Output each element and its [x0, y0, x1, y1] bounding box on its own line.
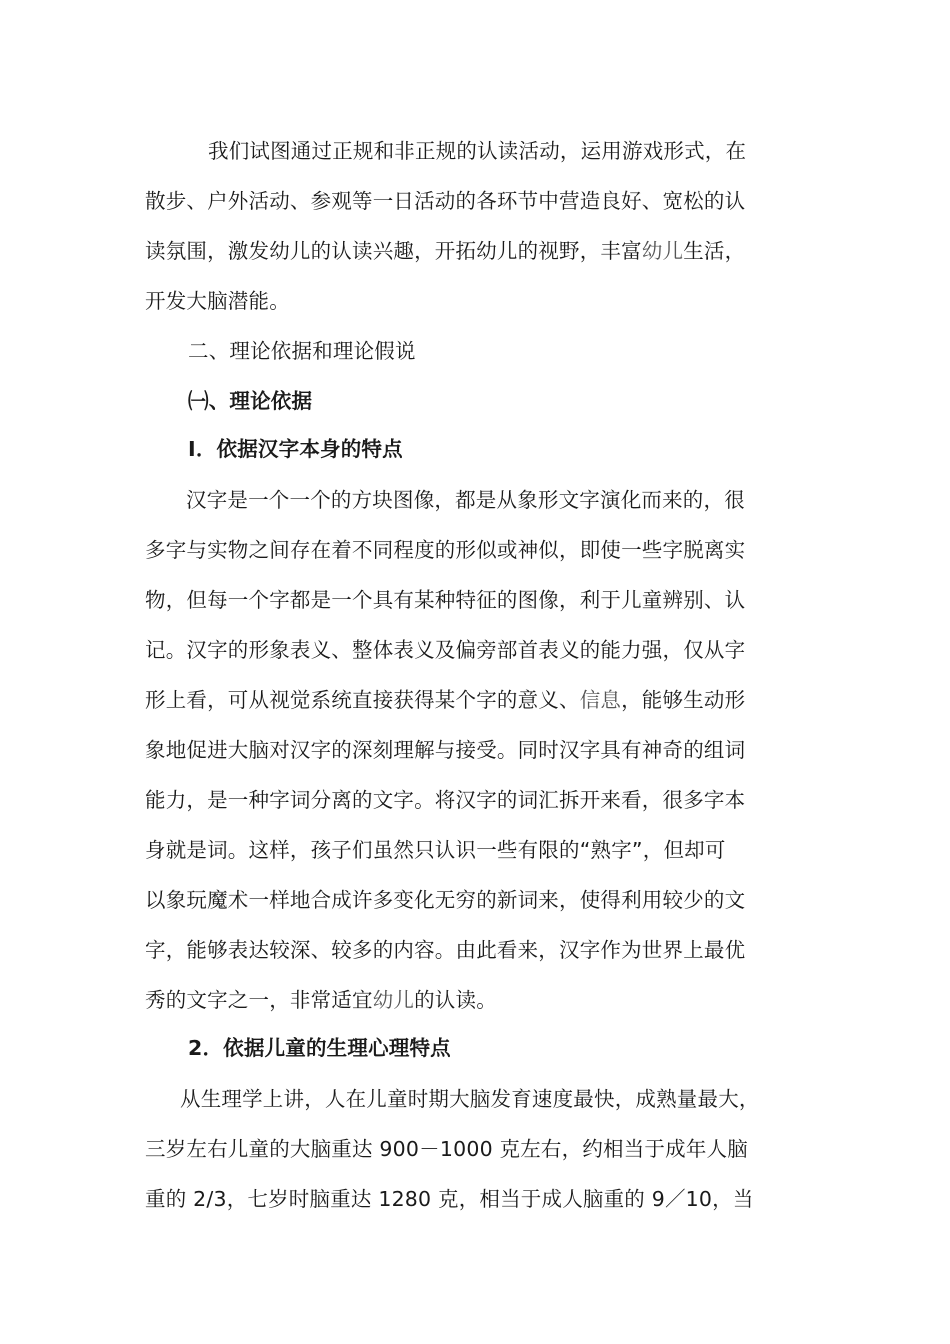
text-span: 秀的文字之一，非常适宜	[145, 988, 373, 1012]
text-span: ，能够生动形	[621, 688, 746, 712]
text-span: 信息	[579, 688, 622, 712]
point-heading: 2．依据儿童的生理心理特点	[188, 1036, 451, 1060]
point-heading: I．依据汉字本身的特点	[188, 437, 403, 461]
text-span: 生活，	[683, 239, 746, 263]
text-span: 形上看，可从视觉系统直接获得某个字的意义、	[145, 688, 580, 712]
body-line: 物，但每一个字都是一个具有某种特征的图像，利于儿童辨别、认	[145, 588, 746, 612]
subsection-heading: ㈠、理论依据	[188, 389, 313, 413]
body-line: 能力，是一种字词分离的文字。将汉字的词汇拆开来看，很多字本	[145, 788, 746, 812]
body-line: 身就是词。这样，孩子们虽然只认识一些有限的“熟字”，但却可	[145, 838, 726, 862]
body-line: 记。汉字的形象表义、整体表义及偏旁部首表义的能力强，仅从字	[145, 638, 746, 662]
body-line: 重的 2/3，七岁时脑重达 1280 克，相当于成人脑重的 9／10，当	[145, 1187, 754, 1211]
intro-line: 我们试图通过正规和非正规的认读活动，运用游戏形式，在	[208, 139, 747, 163]
text-span: 读氛围，激发幼儿的认读兴趣，开拓幼儿的视野，丰富	[145, 239, 642, 263]
body-line: 三岁左右儿童的大脑重达 900－1000 克左右，约相当于成年人脑	[145, 1137, 748, 1161]
section-heading: 二、理论依据和理论假说	[188, 339, 416, 363]
body-line: 以象玩魔术一样地合成许多变化无穷的新词来，使得利用较少的文	[145, 888, 746, 912]
intro-line: 散步、户外活动、参观等一日活动的各环节中营造良好、宽松的认	[145, 189, 746, 213]
body-line	[145, 985, 825, 1015]
body-line: 汉字是一个一个的方块图像，都是从象形文字演化而来的，很	[186, 488, 745, 512]
text-span: 幼儿	[641, 239, 684, 263]
body-line: 从生理学上讲，人在儿童时期大脑发育速度最快，成熟量最大，	[180, 1087, 760, 1111]
body-line: 象地促进大脑对汉字的深刻理解与接受。同时汉字具有神奇的组词	[145, 738, 746, 762]
body-line: 字，能够表达较深、较多的内容。由此看来，汉字作为世界上最优	[145, 938, 746, 962]
body-line: 多字与实物之间存在着不同程度的形似或神似，即使一些字脱离实	[145, 538, 746, 562]
intro-line: 开发大脑潜能。	[145, 289, 290, 313]
body-line	[145, 685, 825, 715]
text-span: 的认读。	[414, 988, 497, 1012]
intro-line	[145, 236, 825, 266]
text-span: 幼儿	[372, 988, 415, 1012]
